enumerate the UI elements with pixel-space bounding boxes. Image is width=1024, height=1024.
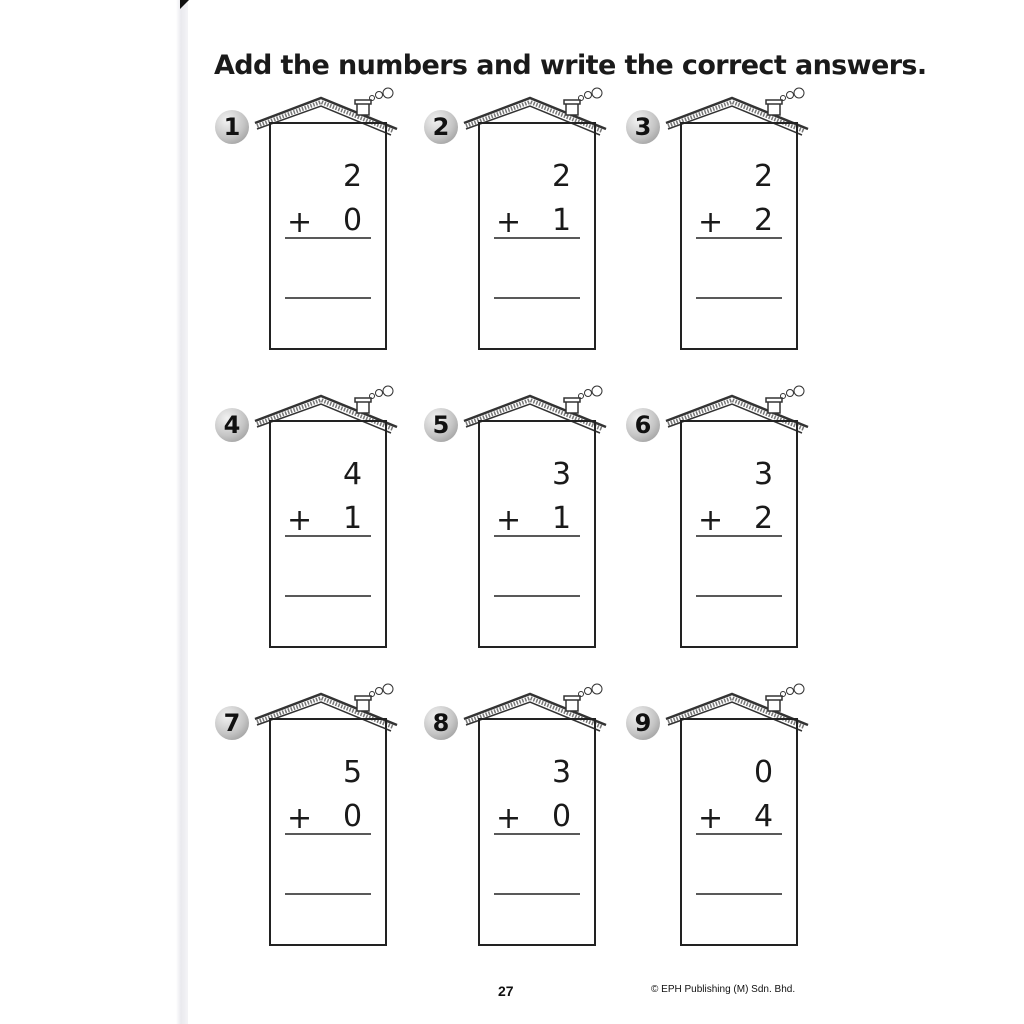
problem-number-badge: 6	[626, 408, 660, 442]
second-addend: 1	[552, 203, 572, 238]
plus-operator: +	[287, 503, 313, 538]
second-addend: 1	[552, 501, 572, 536]
problem-card	[215, 696, 415, 956]
house-outline	[464, 95, 614, 357]
problem-card	[424, 398, 624, 658]
house-outline	[666, 393, 816, 655]
first-addend: 0	[754, 755, 774, 790]
first-addend: 2	[343, 159, 363, 194]
problem-card	[626, 100, 826, 360]
second-addend: 2	[754, 501, 774, 536]
house-outline	[255, 95, 405, 357]
second-addend: 1	[343, 501, 363, 536]
first-addend: 5	[343, 755, 363, 790]
house-outline	[255, 691, 405, 953]
second-addend: 4	[754, 799, 774, 834]
plus-operator: +	[698, 801, 724, 836]
problem-number-badge: 9	[626, 706, 660, 740]
problem-card	[626, 696, 826, 956]
page-corner-mark	[180, 0, 189, 9]
second-addend: 0	[343, 799, 363, 834]
problem-card	[215, 398, 415, 658]
plus-operator: +	[496, 801, 522, 836]
problem-number-badge: 4	[215, 408, 249, 442]
house-outline	[666, 95, 816, 357]
problem-number-badge: 2	[424, 110, 458, 144]
worksheet-instruction: Add the numbers and write the correct answers.	[214, 50, 927, 81]
house-outline	[464, 691, 614, 953]
house-outline	[464, 393, 614, 655]
problem-number-badge: 3	[626, 110, 660, 144]
plus-operator: +	[698, 503, 724, 538]
house-outline	[666, 691, 816, 953]
page-number: 27	[498, 983, 514, 999]
first-addend: 3	[754, 457, 774, 492]
plus-operator: +	[287, 801, 313, 836]
first-addend: 3	[552, 457, 572, 492]
first-addend: 3	[552, 755, 572, 790]
copyright-notice: © EPH Publishing (M) Sdn. Bhd.	[651, 984, 796, 995]
first-addend: 2	[552, 159, 572, 194]
plus-operator: +	[287, 205, 313, 240]
second-addend: 0	[552, 799, 572, 834]
problem-card	[215, 100, 415, 360]
problem-number-badge: 7	[215, 706, 249, 740]
plus-operator: +	[698, 205, 724, 240]
first-addend: 2	[754, 159, 774, 194]
problem-number-badge: 5	[424, 408, 458, 442]
problem-card	[626, 398, 826, 658]
second-addend: 2	[754, 203, 774, 238]
problem-number-badge: 1	[215, 110, 249, 144]
second-addend: 0	[343, 203, 363, 238]
house-outline	[255, 393, 405, 655]
problem-number-badge: 8	[424, 706, 458, 740]
problem-card	[424, 696, 624, 956]
first-addend: 4	[343, 457, 363, 492]
problem-card	[424, 100, 624, 360]
book-spine-shadow	[0, 0, 188, 1024]
plus-operator: +	[496, 503, 522, 538]
plus-operator: +	[496, 205, 522, 240]
